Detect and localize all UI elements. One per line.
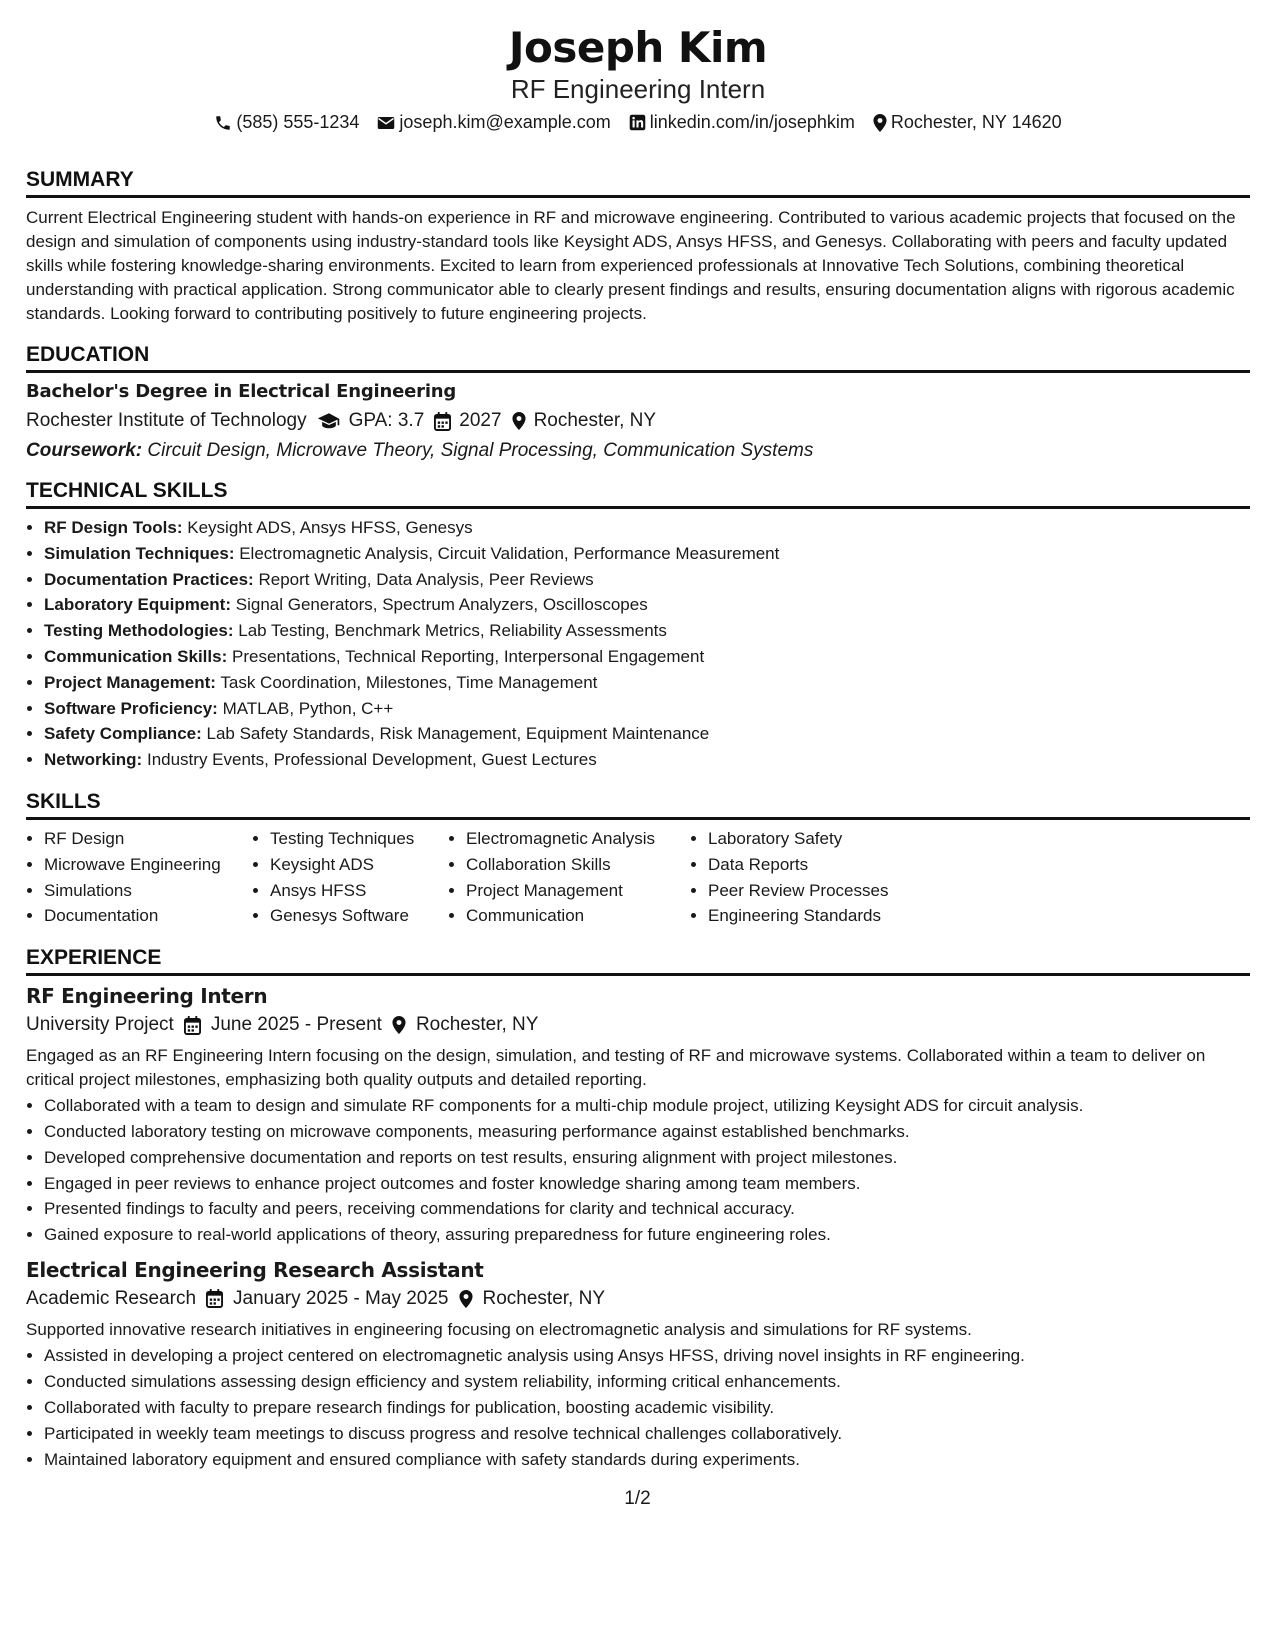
summary-text: Current Electrical Engineering student with hands-on experience in RF and microwave engineering. Contributed to various academic projects that focused on the design and simulation of components using industry-standard tools like Keysight ADS, Ansys HFSS, and Genesys. Collaborating with peers and faculty updated skills while fostering knowledge-sharing environments. Excited to learn from experienced professionals at Innovative Tech Solutions, combining theoretical understanding with practical application. Strong communicator able to clearly present findings and results, ensuring documentation aligns with rigorous academic standards. Looking forward to contributing positively to future engineering projects. bbox=[26, 208, 1236, 323]
map-pin-icon bbox=[459, 1290, 473, 1308]
skills-column bbox=[448, 826, 690, 929]
list-item: • Laboratory Equipment: Signal Generators, Spectrum Analyzers, Oscilloscopes bbox=[44, 592, 1250, 618]
resume-page bbox=[26, 22, 1250, 1472]
list-item: • Peer Review Processes bbox=[708, 878, 948, 904]
experience-section bbox=[26, 945, 1250, 1472]
list-item: • Simulations bbox=[44, 878, 252, 904]
technical-skills-heading: TECHNICAL SKILLS bbox=[26, 478, 1250, 509]
list-item: • Conducted simulations assessing design efficiency and system reliability, informing critical enhancements. bbox=[44, 1369, 1250, 1395]
list-item: • Data Reports bbox=[708, 852, 948, 878]
summary-section bbox=[26, 167, 1250, 326]
envelope-icon bbox=[377, 115, 395, 131]
graduation-cap-icon bbox=[317, 412, 341, 430]
candidate-name: Joseph Kim bbox=[508, 23, 768, 72]
job-location: Rochester, NY bbox=[415, 1014, 539, 1036]
education-location: Rochester, NY bbox=[533, 410, 657, 431]
job-entry bbox=[26, 984, 1250, 1248]
map-pin-icon bbox=[873, 114, 887, 132]
candidate-title: RF Engineering Intern bbox=[510, 74, 766, 104]
technical-skills-list bbox=[26, 515, 1250, 773]
list-item: • Developed comprehensive documentation and reports on test results, ensuring alignment with project milestones. bbox=[44, 1145, 1250, 1171]
job-dates: January 2025 - May 2025 bbox=[233, 1287, 449, 1309]
list-item: • RF Design bbox=[44, 826, 252, 852]
list-item: • Electromagnetic Analysis bbox=[466, 826, 690, 852]
summary-heading: SUMMARY bbox=[26, 167, 1250, 198]
list-item: • Networking: Industry Events, Professional Development, Guest Lectures bbox=[44, 747, 1250, 773]
job-description: Supported innovative research initiatives in engineering focusing on electromagnetic analysis and simulations for RF systems. bbox=[26, 1319, 972, 1339]
skills-column bbox=[690, 826, 948, 929]
list-item: • Collaboration Skills bbox=[466, 852, 690, 878]
contact-location bbox=[873, 112, 1062, 133]
list-item: • Laboratory Safety bbox=[708, 826, 948, 852]
list-item: • Presented findings to faculty and peers, receiving commendations for clarity and technical accuracy. bbox=[44, 1196, 1250, 1222]
school-name: Rochester Institute of Technology bbox=[26, 410, 307, 431]
page-number: 1/2 bbox=[624, 1488, 651, 1509]
skills-column bbox=[252, 826, 448, 929]
list-item: • Project Management bbox=[466, 878, 690, 904]
list-item: • Keysight ADS bbox=[270, 852, 448, 878]
contact-bar bbox=[26, 112, 1250, 133]
job-dates: June 2025 - Present bbox=[210, 1014, 382, 1036]
job-bullets bbox=[26, 1093, 1250, 1248]
education-section bbox=[26, 342, 1250, 462]
coursework bbox=[26, 440, 1250, 462]
list-item: • Testing Methodologies: Lab Testing, Benchmark Metrics, Reliability Assessments bbox=[44, 618, 1250, 644]
map-pin-icon bbox=[392, 1016, 406, 1034]
contact-linkedin[interactable] bbox=[629, 112, 855, 133]
job-meta bbox=[26, 1014, 1250, 1036]
phone-icon bbox=[214, 114, 232, 132]
calendar-icon bbox=[184, 1016, 201, 1035]
job-title: RF Engineering Intern bbox=[26, 984, 268, 1009]
list-item: • Microwave Engineering bbox=[44, 852, 252, 878]
list-item: • RF Design Tools: Keysight ADS, Ansys HFSS, Genesys bbox=[44, 515, 1250, 541]
job-title: Electrical Engineering Research Assistant bbox=[26, 1257, 484, 1282]
job-location: Rochester, NY bbox=[482, 1287, 605, 1309]
contact-phone[interactable] bbox=[214, 112, 359, 133]
job-meta bbox=[26, 1288, 1250, 1310]
list-item: • Collaborated with a team to design and simulate RF components for a multi-chip module project, utilizing Keysight ADS for circuit analysis. bbox=[44, 1093, 1250, 1119]
list-item: • Collaborated with faculty to prepare research findings for publication, boosting academic visibility. bbox=[44, 1395, 1250, 1421]
gpa-text: GPA: 3.7 bbox=[348, 410, 425, 431]
list-item: • Engineering Standards bbox=[708, 903, 948, 929]
job-description: Engaged as an RF Engineering Intern focusing on the design, simulation, and testing of RF and microwave systems. Collaborated within a team to deliver on critical project milestones, emphasizing both quality outputs and detailed reporting. bbox=[26, 1046, 1206, 1089]
experience-heading: EXPERIENCE bbox=[26, 945, 1250, 976]
skills-heading: SKILLS bbox=[26, 789, 1250, 820]
coursework-list: Circuit Design, Microwave Theory, Signal Processing, Communication Systems bbox=[147, 440, 814, 461]
skills-grid bbox=[26, 826, 1250, 929]
contact-email[interactable] bbox=[377, 112, 610, 133]
skills-section bbox=[26, 789, 1250, 929]
list-item: • Documentation Practices: Report Writing, Data Analysis, Peer Reviews bbox=[44, 567, 1250, 593]
degree-title: Bachelor's Degree in Electrical Engineering bbox=[26, 381, 457, 402]
list-item: • Safety Compliance: Lab Safety Standards, Risk Management, Equipment Maintenance bbox=[44, 721, 1250, 747]
calendar-icon bbox=[206, 1289, 223, 1308]
list-item: • Documentation bbox=[44, 903, 252, 929]
linkedin-icon bbox=[629, 114, 646, 131]
job-entry bbox=[26, 1258, 1250, 1472]
calendar-icon bbox=[434, 412, 451, 431]
job-bullets bbox=[26, 1343, 1250, 1472]
list-item: • Communication bbox=[466, 903, 690, 929]
list-item: • Conducted laboratory testing on microwave components, measuring performance against established benchmarks. bbox=[44, 1119, 1250, 1145]
list-item: • Testing Techniques bbox=[270, 826, 448, 852]
map-pin-icon bbox=[512, 412, 526, 430]
list-item: • Maintained laboratory equipment and ensured compliance with safety standards during experiments. bbox=[44, 1447, 1250, 1473]
email-text: joseph.kim@example.com bbox=[399, 112, 611, 132]
list-item: • Engaged in peer reviews to enhance project outcomes and foster knowledge sharing among team members. bbox=[44, 1171, 1250, 1197]
coursework-label: Coursework: bbox=[26, 440, 143, 461]
list-item: • Project Management: Task Coordination, Milestones, Time Management bbox=[44, 670, 1250, 696]
job-org: University Project bbox=[26, 1014, 174, 1036]
list-item: • Genesys Software bbox=[270, 903, 448, 929]
list-item: • Assisted in developing a project centered on electromagnetic analysis using Ansys HFSS, driving novel insights in RF engineering. bbox=[44, 1343, 1250, 1369]
job-org: Academic Research bbox=[26, 1287, 197, 1309]
location-text: Rochester, NY 14620 bbox=[890, 112, 1062, 132]
list-item: • Ansys HFSS bbox=[270, 878, 448, 904]
linkedin-text: linkedin.com/in/josephkim bbox=[649, 112, 855, 132]
technical-skills-section bbox=[26, 478, 1250, 773]
skills-column bbox=[26, 826, 252, 929]
list-item: • Simulation Techniques: Electromagnetic Analysis, Circuit Validation, Performance Measurement bbox=[44, 541, 1250, 567]
education-heading: EDUCATION bbox=[26, 342, 1250, 373]
phone-text: (585) 555-1234 bbox=[236, 112, 360, 132]
list-item: • Software Proficiency: MATLAB, Python, C++ bbox=[44, 696, 1250, 722]
education-meta bbox=[26, 410, 1250, 432]
list-item: • Participated in weekly team meetings to discuss progress and resolve technical challenges collaboratively. bbox=[44, 1421, 1250, 1447]
graduation-year: 2027 bbox=[459, 410, 502, 431]
list-item: • Communication Skills: Presentations, Technical Reporting, Interpersonal Engagement bbox=[44, 644, 1250, 670]
list-item: • Gained exposure to real-world applications of theory, assuring preparedness for future engineering roles. bbox=[44, 1222, 1250, 1248]
